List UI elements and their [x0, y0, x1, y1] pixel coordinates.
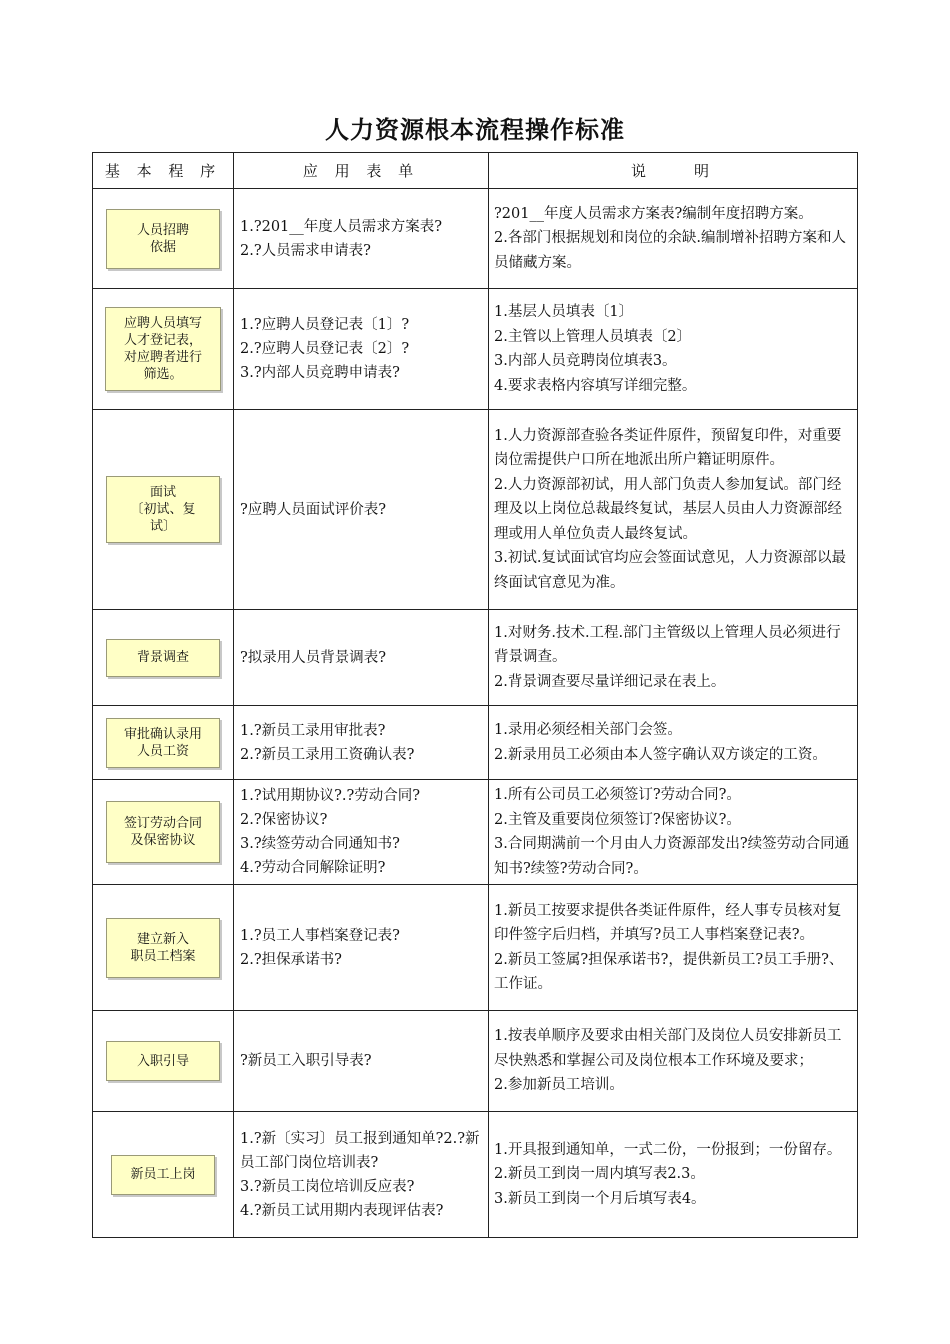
description-item: 2.新员工签属?担保承诺书?，提供新员工?员工手册?、工作证。 — [494, 951, 844, 992]
description-cell — [489, 1112, 858, 1238]
step-cell — [93, 610, 234, 706]
step-label-line: 签订劳动合同 — [123, 816, 202, 831]
process-step-box — [105, 307, 221, 391]
forms-cell — [234, 885, 489, 1011]
forms-cell — [234, 780, 489, 885]
table-row — [93, 885, 858, 1011]
description-cell — [489, 706, 858, 780]
description-item: 2.人力资源部初试，用人部门负责人参加复试。部门经理及以上岗位总裁最终复试，基层人员由人力资源部经理或用人单位负责人最终复试。 — [494, 476, 842, 542]
step-label-line: 面试 — [149, 485, 176, 500]
step-cell — [93, 1112, 234, 1238]
description-item: 1.开具报到通知单，一式二份，一份报到；一份留存。 — [494, 1141, 842, 1158]
process-step-box — [106, 918, 220, 978]
form-item: 3.?内部人员竞聘申请表? — [240, 365, 400, 381]
form-item: 1.?201__年度人员需求方案表? — [240, 218, 443, 235]
step-label-line: 入职引导 — [136, 1053, 189, 1069]
description-item: 1.基层人员填表〔1〕 — [494, 304, 634, 320]
form-item: 1.?新〔实习〕员工报到通知单?2.?新员工部门岗位培训表? — [240, 1130, 480, 1171]
step-label-line: 依据 — [149, 239, 176, 255]
step-label-line: 及保密协议 — [130, 833, 196, 848]
step-cell — [93, 780, 234, 885]
form-item: ?新员工入职引导表? — [240, 1053, 372, 1069]
step-cell — [93, 706, 234, 780]
step-label-line: 人员工资 — [136, 743, 189, 759]
table-row — [93, 1112, 858, 1238]
step-label-line: 〔初试、复 — [130, 502, 196, 517]
process-step-box — [106, 718, 220, 768]
process-step-box — [111, 1155, 215, 1195]
table-row — [93, 610, 858, 706]
forms-cell — [234, 706, 489, 780]
description-item: 1.所有公司员工必须签订?劳动合同?。 — [494, 787, 741, 803]
step-label-line: 人才登记表， — [123, 333, 202, 348]
description-cell — [489, 885, 858, 1011]
step-label-line: 职员工档案 — [130, 948, 196, 964]
step-cell — [93, 189, 234, 289]
step-label-line: 筛选。 — [143, 367, 183, 382]
form-item: ?应聘人员面试评价表? — [240, 501, 387, 518]
step-label-line: 人员招聘 — [136, 222, 189, 238]
form-item: 1.?试用期协议?.?劳动合同? — [240, 788, 421, 804]
form-item: 2.?担保承诺书? — [240, 951, 342, 968]
process-table — [92, 152, 858, 1238]
step-cell — [93, 1011, 234, 1112]
description-item: 2.主管及重要岗位须签订?保密协议?。 — [494, 811, 741, 828]
description-item: 1.新员工按要求提供各类证件原件，经人事专员核对复印件签字后归档，并填写?员工人事档案登记表?。 — [494, 902, 842, 943]
header-step: 基 本 程 序 — [93, 153, 234, 189]
description-item: 3.初试.复试面试官均应会签面试意见，人力资源部以最终面试官意见为准。 — [494, 550, 846, 591]
form-item: 1.?应聘人员登记表〔1〕? — [240, 317, 410, 333]
table-row — [93, 706, 858, 780]
description-cell — [489, 1011, 858, 1112]
form-item: 2.?保密协议? — [240, 812, 328, 828]
step-label-line: 新员工上岗 — [130, 1167, 196, 1182]
form-item: 4.?新员工试用期内表现评估表? — [240, 1202, 444, 1219]
description-item: 3.内部人员竞聘岗位填表3。 — [494, 353, 677, 369]
description-item: 2.背景调查要尽量详细记录在表上。 — [494, 673, 726, 690]
form-item: 2.?人员需求申请表? — [240, 242, 371, 259]
form-item: 1.?员工人事档案登记表? — [240, 927, 400, 944]
description-item: 2.各部门根据规划和岗位的余缺.编制增补招聘方案和人员储藏方案。 — [494, 230, 846, 271]
step-label-line: 应聘人员填写 — [123, 316, 202, 331]
form-item: 4.?劳动合同解除证明? — [240, 860, 386, 876]
forms-cell — [234, 189, 489, 289]
description-item: 2.参加新员工培训。 — [494, 1077, 624, 1094]
process-step-box — [106, 476, 220, 543]
description-item: 2.主管以上管理人员填表〔2〕 — [494, 328, 692, 345]
description-item: 1.按表单顺序及要求由相关部门及岗位人员安排新员工尽快熟悉和掌握公司及岗位根本工作环境及要求； — [494, 1028, 842, 1069]
form-item: 2.?应聘人员登记表〔2〕? — [240, 341, 410, 357]
description-item: 3.合同期满前一个月由人力资源部发出?续签劳动合同通知书?续签?劳动合同?。 — [494, 836, 850, 877]
step-cell — [93, 410, 234, 610]
table-row — [93, 289, 858, 410]
description-item: ?201__年度人员需求方案表?编制年度招聘方案。 — [494, 205, 813, 222]
process-step-box — [106, 801, 220, 863]
step-cell — [93, 885, 234, 1011]
table-header-row — [93, 153, 858, 189]
process-step-box — [106, 639, 220, 677]
form-item: 2.?新员工录用工资确认表? — [240, 746, 415, 763]
forms-cell — [234, 289, 489, 410]
step-label-line: 建立新入 — [136, 931, 189, 947]
description-item: 1.录用必须经相关部门会签。 — [494, 722, 682, 738]
description-cell — [489, 780, 858, 885]
forms-cell — [234, 410, 489, 610]
form-item: ?拟录用人员背景调表? — [240, 649, 387, 666]
header-description: 说 明 — [489, 153, 858, 189]
page-title: 人力资源根本流程操作标准 — [325, 115, 625, 144]
header-forms: 应 用 表 单 — [234, 153, 489, 189]
process-step-box — [106, 209, 220, 269]
table-row — [93, 1011, 858, 1112]
description-item: 1.对财务.技术.工程.部门主管级以上管理人员必须进行背景调查。 — [494, 624, 841, 666]
description-cell — [489, 189, 858, 289]
forms-cell — [234, 1011, 489, 1112]
description-item: 1.人力资源部查验各类证件原件，预留复印件，对重要岗位需提供户口所在地派出所户籍证明原件。 — [494, 427, 842, 469]
description-cell — [489, 610, 858, 706]
description-cell — [489, 410, 858, 610]
table-row — [93, 780, 858, 885]
forms-cell — [234, 1112, 489, 1238]
step-label-line: 审批确认录用 — [123, 726, 202, 742]
description-item: 2.新员工到岗一周内填写表2.3。 — [494, 1166, 705, 1183]
step-label-line: 试〕 — [149, 519, 176, 534]
table-body — [93, 189, 858, 1238]
form-item: 3.?续签劳动合同通知书? — [240, 836, 400, 852]
form-item: 3.?新员工岗位培训反应表? — [240, 1178, 415, 1195]
description-item: 3.新员工到岗一个月后填写表4。 — [494, 1190, 706, 1207]
step-label-line: 背景调查 — [136, 650, 189, 665]
table-row — [93, 410, 858, 610]
step-label-line: 对应聘者进行 — [123, 350, 202, 365]
table-row — [93, 189, 858, 289]
description-item: 4.要求表格内容填写详细完整。 — [494, 377, 697, 394]
step-cell — [93, 289, 234, 410]
process-step-box — [106, 1041, 220, 1081]
description-cell — [489, 289, 858, 410]
form-item: 1.?新员工录用审批表? — [240, 722, 386, 739]
description-item: 2.新录用员工必须由本人签字确认双方谈定的工资。 — [494, 746, 827, 763]
forms-cell — [234, 610, 489, 706]
